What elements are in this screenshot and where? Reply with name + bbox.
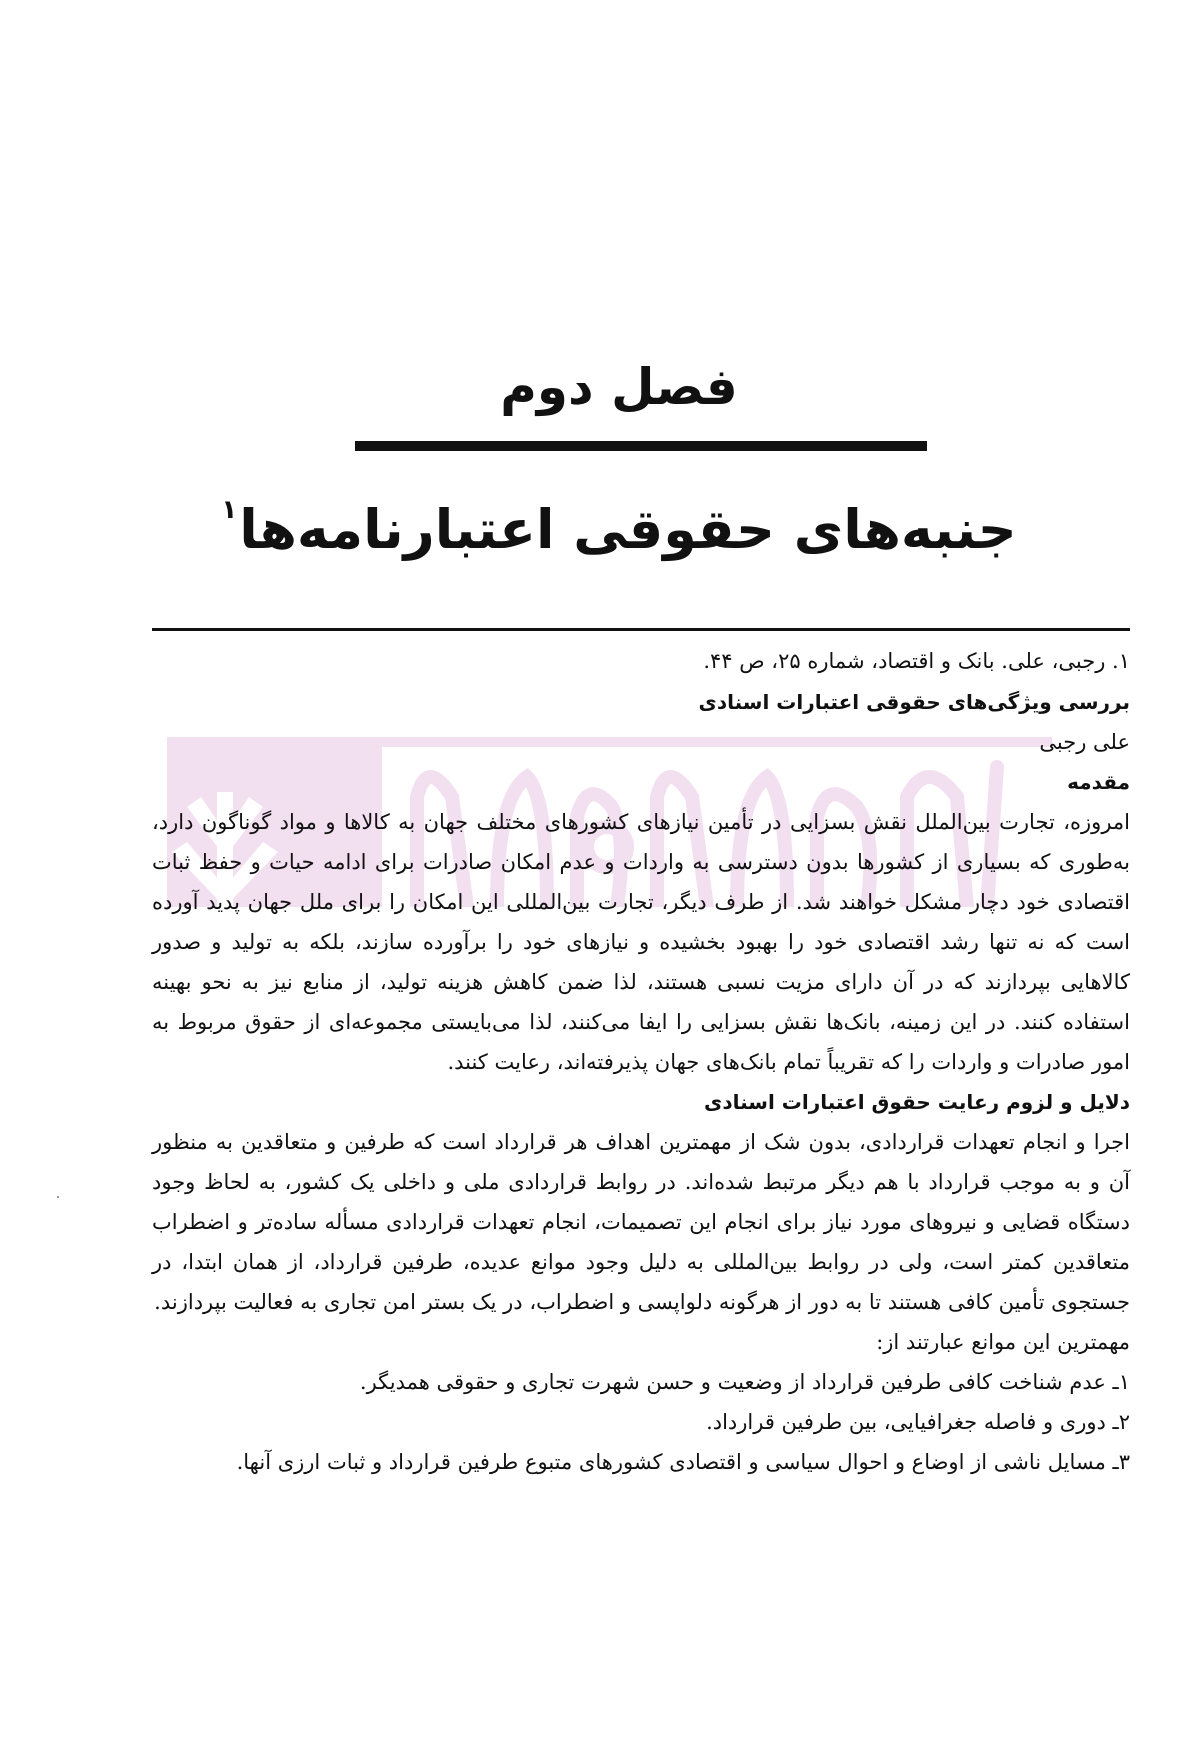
list-item: ۲ـ دوری و فاصله جغرافیایی، بین طرفین قرارداد. — [706, 1410, 1130, 1434]
chapter-title-text: جنبه‌های حقوقی اعتبارنامه‌ها — [239, 498, 1017, 561]
footnote-marker: ۱ — [221, 495, 238, 525]
section-heading: دلایل و لزوم رعایت حقوق اعتبارات اسنادی — [704, 1090, 1130, 1114]
section-paragraph: اجرا و انجام تعهدات قراردادی، بدون شک از مهمترین اهداف هر قرارداد است که طرفین و متعاقدین به منظور آن و به موجب قرارداد با هم دیگر مرتبط شده‌اند. در روابط قراردادی ملی و داخلی یک کشور، به لحاظ وجود دستگاه قضایی و نیروهای مورد نیاز برای انجام این تصمیمات، انجام تعهدات قراردادی مسأله ساده‌تر و اضطراب متعاقدین کمتر است، ولی در روابط بین‌المللی به دلیل وجود موانع عدیده، طرفین قرارداد، از همان ابتدا، در جستجوی تأمین کافی هستند تا به دور از هرگونه دلواپسی و اضطراب، در یک بستر امن تجاری به فعالیت بپردازند. — [152, 1130, 1130, 1314]
chapter-number-heading: فصل دوم — [500, 358, 738, 416]
scan-speck — [57, 1196, 59, 1198]
list-item: ۳ـ مسایل ناشی از اوضاع و احوال سیاسی و اقتصادی کشورهای متبوع طرفین قرارداد و ثبات ارزی آنها. — [236, 1450, 1130, 1474]
list-item: ۱ـ عدم شناخت کافی طرفین قرارداد از وضعیت و حسن شهرت تجاری و حقوقی همدیگر. — [359, 1370, 1130, 1394]
chapter-title — [0, 470, 1198, 570]
footnote-reference: ۱. رجبی، علی. بانک و اقتصاد، شماره ۲۵، ص ۴۴. — [703, 649, 1130, 673]
article-title: بررسی ویژگی‌های حقوقی اعتبارات اسنادی — [698, 690, 1130, 714]
intro-paragraph: امروزه، تجارت بین‌الملل نقش بسزایی در تأمین نیازهای کشورهای مختلف جهان به کالاها و مواد گوناگون دارد، به‌طوری که بسیاری از کشورها بدون دسترسی به واردات و عدم امکان صادرات برای ادامه حیات و حفظ ثبات اقتصادی خود دچار مشکل خواهند شد. از طرف دیگر، تجارت بین‌المللی این امکان را برای ملل جهان پدید آورده است که نه تنها رشد اقتصادی خود را بهبود بخشیده و نیازهای خود را برآورده سازند، بلکه به تولید و صدور کالاهایی بپردازند که در آن دارای مزیت نسبی هستند، لذا ضمن کاهش هزینه تولید، از منابع نیز به نحو بهینه استفاده کنند. در این زمینه، بانک‌ها نقش بسزایی را ایفا می‌کنند، لذا می‌بایستی مجموعه‌ای از حقوق مربوط به امور صادرات و واردات را که تقریباً تمام بانک‌های جهان پذیرفته‌اند، رعایت کنند. — [152, 810, 1130, 1074]
article-author: علی رجبی — [1039, 730, 1130, 754]
footnote-body — [152, 640, 1130, 1482]
intro-heading: مقدمه — [1067, 770, 1130, 794]
list-intro: مهمترین این موانع عبارتند از: — [876, 1330, 1130, 1354]
chapter-heading-rule — [355, 441, 927, 451]
footnote-separator-rule — [152, 628, 1130, 631]
